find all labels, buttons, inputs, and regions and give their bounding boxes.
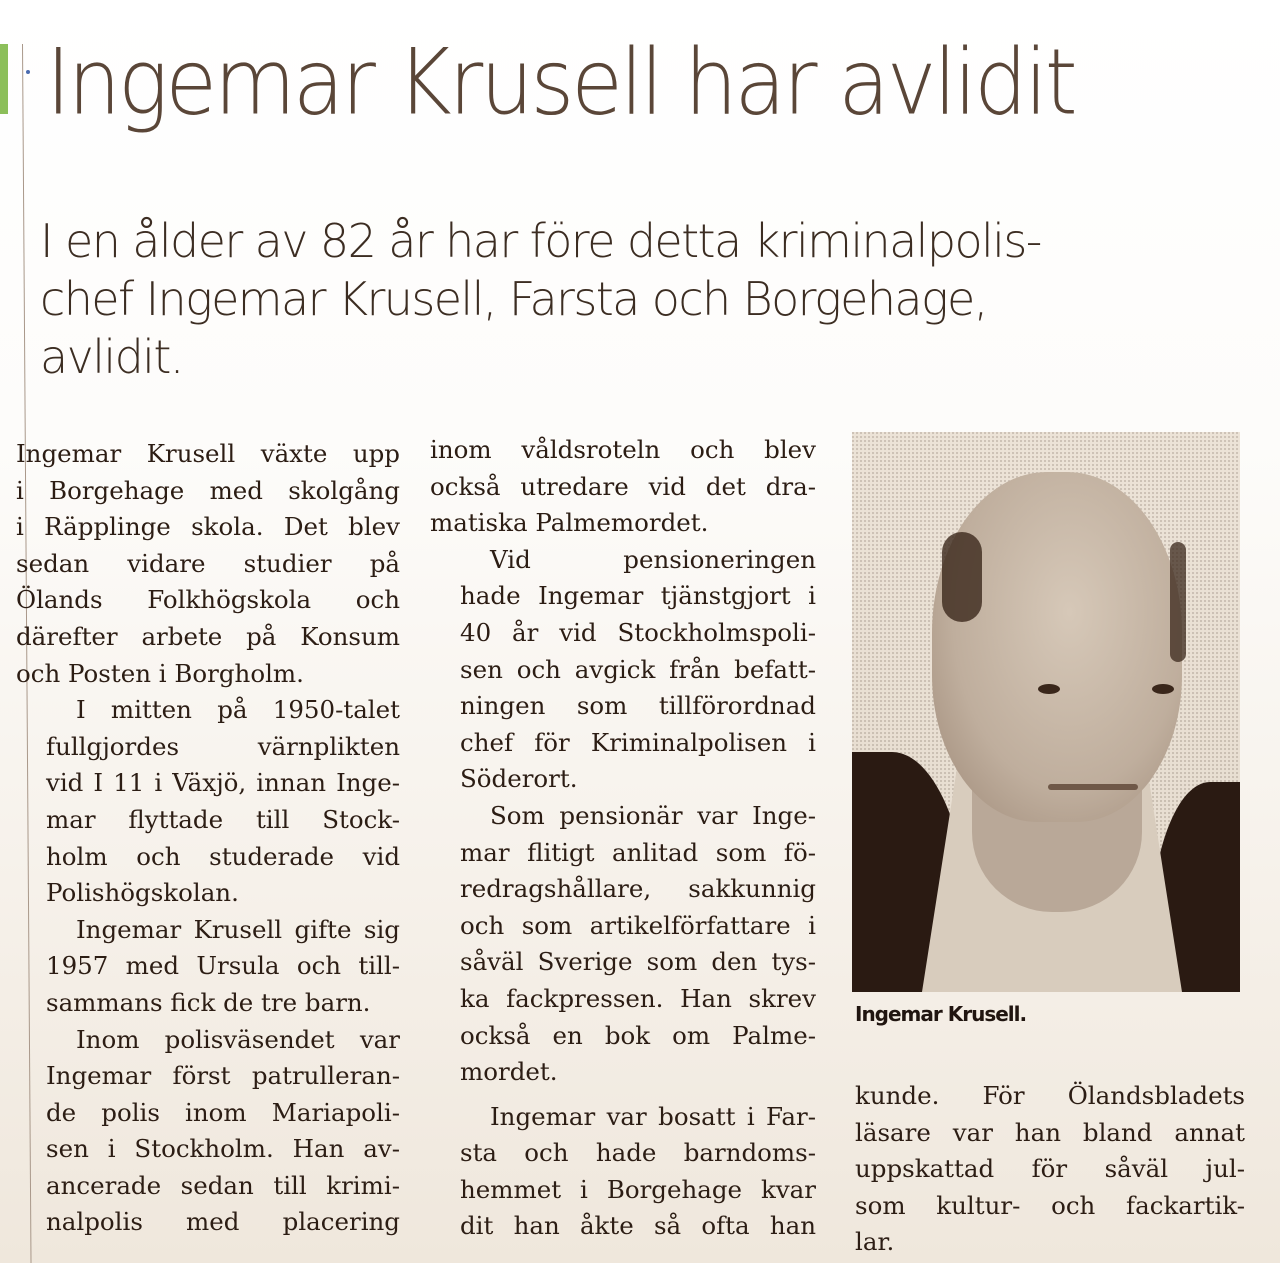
- text-line: lar.: [855, 1227, 895, 1257]
- text-line: Ölands Folkhögskola och: [16, 585, 400, 615]
- text-line: redragshållare, sakkunnig: [460, 874, 816, 904]
- lede-line: chef Ingemar Krusell, Farsta och Borgehage,: [40, 272, 987, 326]
- body-column-1: [16, 436, 400, 1241]
- text-line: i Räpplinge skola. Det blev: [16, 512, 400, 542]
- text-line: vid I 11 i Växjö, innan Inge-: [46, 768, 400, 798]
- text-line: Ingemar Krusell gifte sig: [76, 914, 400, 944]
- portrait-photo: [852, 432, 1240, 992]
- text-line: i Borgehage med skolgång: [16, 475, 400, 505]
- text-line: mar flyttade till Stock-: [46, 804, 400, 834]
- page-edge-color-strip: [0, 44, 8, 114]
- text-line: 1957 med Ursula och till-: [46, 951, 400, 981]
- text-line: Ingemar var bosatt i Far-: [490, 1101, 816, 1131]
- text-line: därefter arbete på Konsum: [16, 621, 400, 651]
- text-line: och som artikelförfattare i: [460, 910, 816, 940]
- text-line: ka fackpressen. Han skrev: [460, 983, 816, 1013]
- paragraph: [430, 1099, 816, 1245]
- body-column-2: [430, 432, 816, 1245]
- text-line: som kultur- och fackartik-: [855, 1190, 1245, 1220]
- photo-head: [932, 472, 1182, 822]
- text-line: Ingemar först patrulleran-: [46, 1061, 400, 1091]
- paragraph: [430, 542, 816, 798]
- headline: Ingemar Krusell har avlidit: [46, 29, 1075, 135]
- text-line: Inom polisväsendet var: [76, 1024, 400, 1054]
- lede: [40, 212, 1200, 386]
- text-line: kunde. För Ölandsbladets: [855, 1081, 1245, 1110]
- text-line: de polis inom Mariapoli-: [46, 1097, 400, 1127]
- text-line: dit han åkte så ofta han: [460, 1211, 816, 1241]
- text-line: matiska Palmemordet.: [430, 508, 709, 538]
- text-line: sen och avgick från befatt-: [460, 654, 816, 684]
- paragraph: [16, 436, 400, 692]
- photo-eye: [1038, 684, 1060, 694]
- text-line: Som pensionär var Inge-: [490, 800, 816, 830]
- text-line: inom våldsroteln och blev: [430, 435, 816, 464]
- text-line: nalpolis med placering: [46, 1207, 400, 1237]
- lede-line: avlidit.: [40, 330, 183, 384]
- text-line: fullgjordes värnplikten: [46, 731, 400, 761]
- text-line: också utredare vid det dra-: [430, 471, 816, 501]
- text-line: hemmet i Borgehage kvar: [460, 1174, 816, 1204]
- text-line: mordet.: [460, 1057, 558, 1087]
- paragraph: [430, 432, 816, 542]
- text-line: sen i Stockholm. Han av-: [46, 1134, 400, 1164]
- text-line: också en bok om Palme-: [460, 1020, 816, 1050]
- paragraph: [16, 692, 400, 912]
- paragraph: [16, 912, 400, 1022]
- text-line: 40 år vid Stockholmspoli-: [460, 617, 816, 647]
- photo-mouth: [1048, 784, 1138, 790]
- photo-hair: [1170, 542, 1186, 662]
- ink-speck: [26, 70, 30, 74]
- text-line: sammans fick de tre barn.: [46, 987, 371, 1017]
- photo-hair: [942, 532, 982, 622]
- paragraph: [855, 1078, 1245, 1261]
- text-line: chef för Kriminalpolisen i: [460, 727, 816, 757]
- text-line: uppskattad för såväl jul-: [855, 1154, 1245, 1184]
- photo-caption: Ingemar Krusell.: [855, 1002, 1027, 1026]
- text-line: ningen som tillförordnad: [460, 691, 816, 721]
- text-line: och Posten i Borgholm.: [16, 658, 304, 688]
- text-line: Polishögskolan.: [46, 878, 239, 908]
- text-line: holm och studerade vid: [46, 841, 400, 871]
- text-line: Ingemar Krusell växte upp: [16, 439, 400, 468]
- paragraph: [16, 1022, 400, 1242]
- text-line: hade Ingemar tjänstgjort i: [460, 581, 816, 611]
- photo-eye: [1152, 684, 1174, 694]
- text-line: I mitten på 1950-talet: [76, 695, 400, 725]
- text-line: sedan vidare studier på: [16, 548, 400, 578]
- text-line: sta och hade barndoms-: [460, 1138, 816, 1168]
- text-line: ancerade sedan till krimi-: [46, 1170, 400, 1200]
- text-line: mar flitigt anlitad som fö-: [460, 837, 816, 867]
- text-line: såväl Sverige som den tys-: [460, 947, 816, 977]
- paragraph: [430, 798, 816, 1091]
- text-line: läsare var han bland annat: [855, 1117, 1245, 1147]
- text-line: Söderort.: [460, 764, 578, 794]
- lede-line: I en ålder av 82 år har före detta kriminalpolis-: [40, 214, 1041, 268]
- text-line: Vid pensioneringen: [490, 544, 816, 574]
- body-column-3: [855, 1078, 1245, 1261]
